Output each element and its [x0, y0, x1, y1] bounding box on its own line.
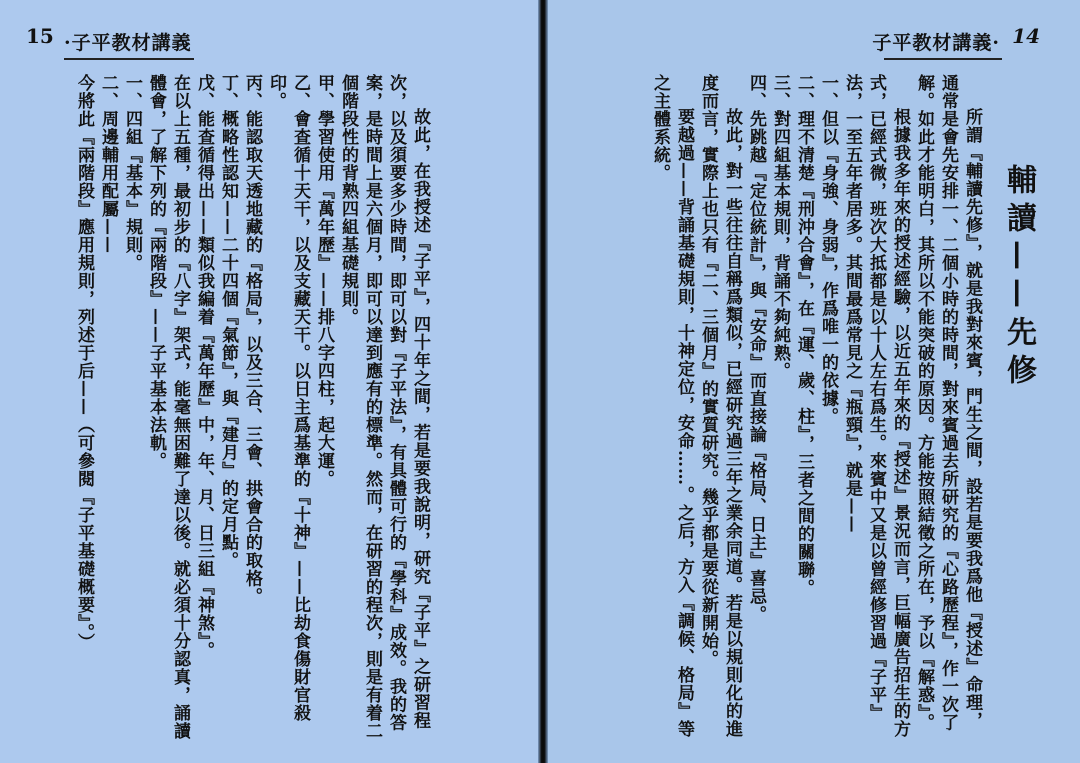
right-page [548, 0, 1080, 763]
paragraph: 根據我多年來的授述經驗，以近五年來的『授述』景況而言，巨幅廣告招生的方式，已經式微，班次大抵都是以十人左右爲生。來賓中又是以曾經修習過『子平』法，一至五年者居多。其間最爲常見之『瓶頸』，就是—— [842, 74, 910, 738]
page-number: 15 [26, 24, 54, 48]
header-rule [884, 58, 1002, 60]
paragraph: 故此，在我授述『子平』，四十年之間，若是要我說明，研究『子平』之研習程次，以及須要多少時間，即可以對『子平法』，有具體可行的『學科』成效。我的答案，是時間上是六個月，即可以達到應有的標準。然而，在研習的程次，則是有着二個階段性的背熟四組基礎規則。 [338, 74, 430, 740]
list-item: 二、周邊輔用配屬—— [98, 74, 118, 254]
list-item: 二、理不清楚『刑沖合會』，在『運、歲、柱』，三者之間的關聯。 [794, 74, 814, 597]
list-item: 三、對四組基本規則，背誦不夠純熟。 [770, 74, 790, 380]
list-item: 一、四組『基本』規則。 [122, 74, 142, 272]
list-item: 甲、學習使用『萬年歷』——排八字四柱，起大運。 [314, 74, 334, 488]
list-item: 丁、概略性認知——二十四個『氣節』，與『建月』的定月點。 [218, 74, 238, 570]
page-body [600, 74, 1040, 741]
running-header: ·子平教材講義 [64, 32, 192, 54]
paragraph: 故此，對一些往往自稱爲類似，已經研究過三年之業余同道。若是以規則化的進度而言，實際上也只有『二、三個月』的實質研究。幾乎都是要從新開始。 [698, 74, 742, 738]
page-body [74, 74, 432, 741]
page-number: 14 [1012, 24, 1040, 48]
list-item: 戊、能查循得出——類似我編着『萬年歷』中，年、月、日三組『神煞』。 [194, 74, 214, 660]
running-header: 子平教材講義· [872, 32, 1000, 54]
section-title: 輔讀——先修 [1001, 164, 1036, 392]
list-item: 四、先跳越『定位統計』，與『安命』而直接論『格局、日主』喜忌。 [746, 74, 766, 624]
header-rule [64, 58, 194, 60]
book-gutter [538, 0, 548, 763]
list-item: 乙、會查循十天干，以及支藏天干。以日主爲基準的『十神』——比劫食傷財官殺印。 [266, 74, 310, 722]
paragraph: 要越過——背誦基礎規則，十神定位，安命……。之后，方入『調候、格局』等之主體系統。 [650, 74, 694, 738]
paragraph: 今將此『兩階段』應用規則，列述于后——（可參閱『子平基礎概要』。） [74, 74, 94, 651]
paragraph: 在以上五種，最初步的『八字』架式，能毫無困難了達以後。就必須十分認真，誦讀體會，了解下列的『兩階段』——子平基本法軌。 [146, 74, 190, 740]
list-item: 一、但以『身強、身弱』，作爲唯一的依據。 [818, 74, 838, 426]
list-item: 丙、能認取天透地藏的『格局』，以及三合、三會、拱會合的取格。 [242, 74, 262, 606]
paragraph: 所謂『輔讀先修』，就是我對來賓，門生之間，設若是要我爲他『授述』命理，通常是會先安排一、二個小時的時間，對來賓過去所研究的『心路歷程』，作一次了解。如此才能明白，其所以不能突破的原因。方能按照結徵之所在，予以『解惑』。 [914, 74, 982, 732]
